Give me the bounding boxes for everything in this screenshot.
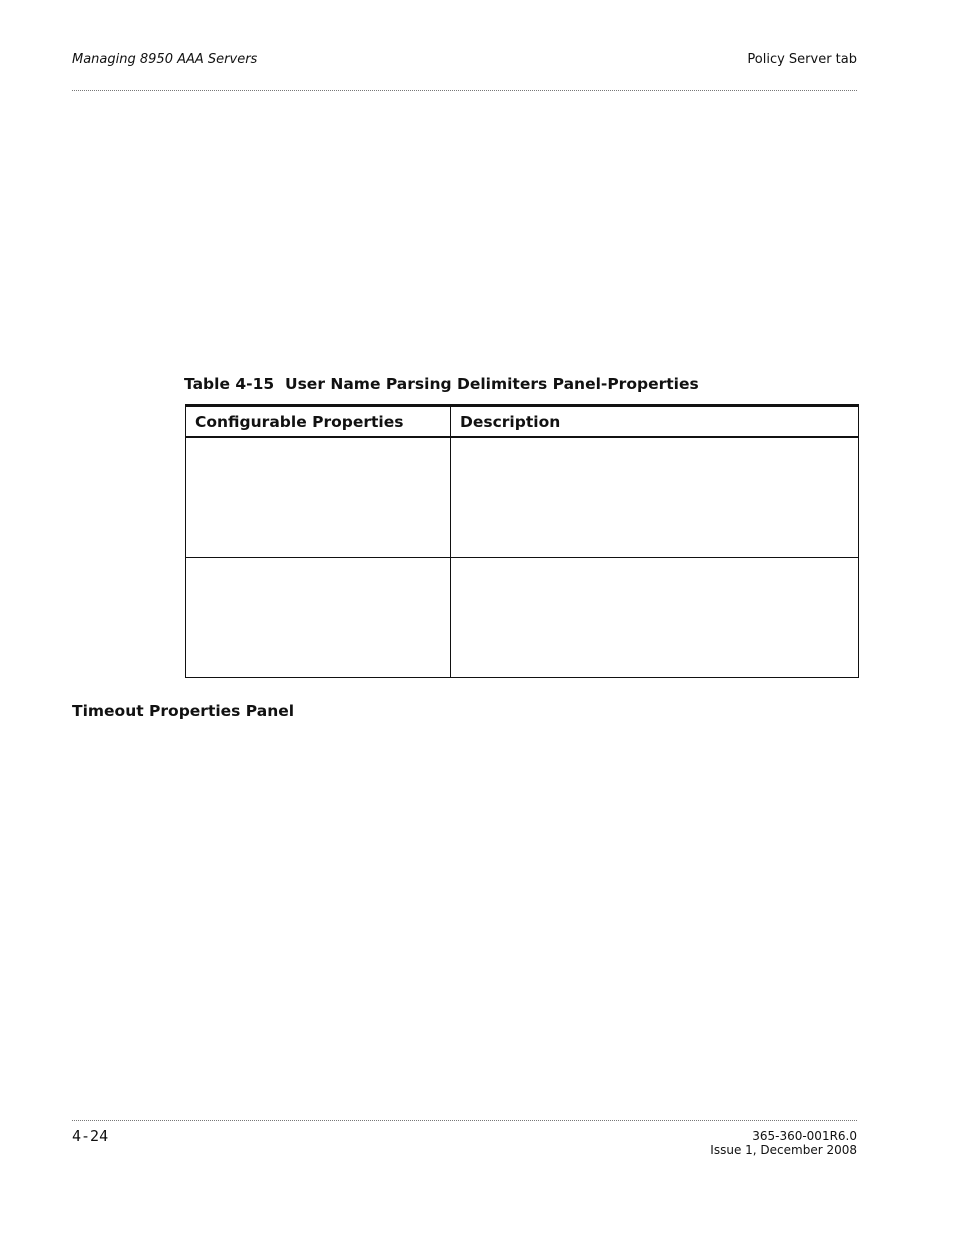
page-number: 4-24	[72, 1127, 109, 1145]
table-cell-description	[451, 437, 859, 558]
table-row	[186, 437, 859, 558]
column-header-configurable-properties: Configurable Properties	[186, 406, 451, 437]
table-cell-property	[186, 437, 451, 558]
header-divider	[72, 90, 857, 91]
table-cell-description	[451, 557, 859, 678]
issue-date: Issue 1, December 2008	[710, 1143, 857, 1157]
table-caption	[184, 374, 699, 394]
document-number: 365-360-001R6.0	[752, 1129, 857, 1143]
table-caption-title: User Name Parsing Delimiters Panel-Properties	[285, 375, 699, 393]
table-cell-property	[186, 557, 451, 678]
section-heading: Timeout Properties Panel	[72, 702, 295, 720]
table-caption-number: Table 4-15	[184, 375, 275, 393]
properties-table	[185, 404, 859, 678]
running-header-section: Policy Server tab	[747, 52, 857, 67]
running-header-title: Managing 8950 AAA Servers	[72, 52, 258, 67]
footer-divider	[72, 1120, 857, 1121]
table-header-row	[186, 406, 859, 437]
document-identifier	[710, 1129, 857, 1157]
column-header-description: Description	[451, 406, 859, 437]
table-row	[186, 557, 859, 678]
